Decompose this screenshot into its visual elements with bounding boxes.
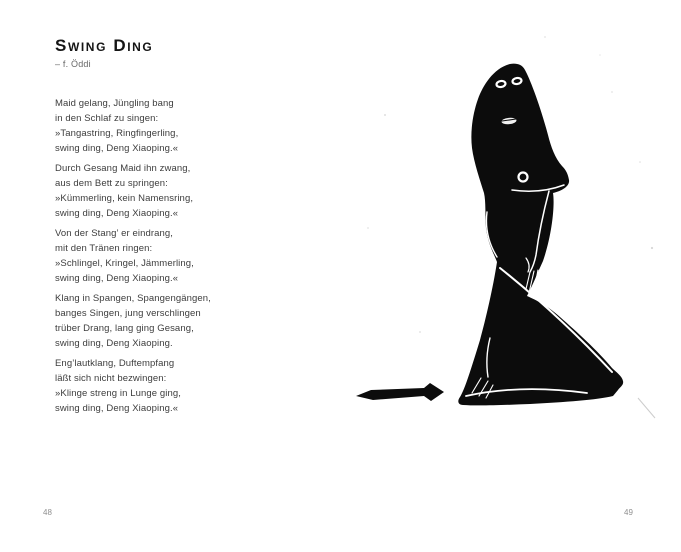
poem-line: Durch Gesang Maid ihn zwang, <box>55 163 191 174</box>
poem-line: läßt sich nicht bezwingen: <box>55 373 167 384</box>
poem-line: trüber Drang, lang ging Gesang, <box>55 323 194 334</box>
poem-line: »Kümmerling, kein Namensring, <box>55 193 194 204</box>
poem-line: »Tangastring, Ringfingerling, <box>55 128 179 139</box>
poem-stanza <box>55 291 285 351</box>
poem-line: swing ding, Deng Xiaoping.« <box>55 273 179 284</box>
page-left <box>0 0 340 552</box>
poem-line: aus dem Bett zu springen: <box>55 178 168 189</box>
poem-stanza <box>55 226 285 286</box>
poem-line: Maid gelang, Jüngling bang <box>55 98 174 109</box>
poem-line: swing ding, Deng Xiaoping.« <box>55 208 179 219</box>
poem-line: mit den Tränen ringen: <box>55 243 153 254</box>
scratch-mark <box>638 398 655 418</box>
page-number-left: 48 <box>43 508 52 517</box>
poem-line: swing ding, Deng Xiaoping.« <box>55 403 179 414</box>
figure-silhouette <box>458 64 623 406</box>
poem-line: in den Schlaf zu singen: <box>55 113 159 124</box>
poem-attribution: – f. Öddi <box>55 59 91 69</box>
poem-title: Swing Ding <box>55 36 154 55</box>
poem-line: Eng’lautklang, Duftempfang <box>55 358 175 369</box>
poem-line: banges Singen, jung verschlingen <box>55 308 201 319</box>
page-right <box>340 0 681 552</box>
poem <box>55 96 285 421</box>
page-number-right: 49 <box>624 508 633 517</box>
poem-stanza <box>55 161 285 221</box>
poem-line: Von der Stang’ er eindrang, <box>55 228 174 239</box>
poem-line: swing ding, Deng Xiaoping. <box>55 338 173 349</box>
kneeling-figure-illustration <box>340 30 681 430</box>
stick-object <box>356 383 444 401</box>
poem-line: »Klinge streng in Lunge ging, <box>55 388 181 399</box>
poem-line: swing ding, Deng Xiaoping.« <box>55 143 179 154</box>
poem-stanza <box>55 96 285 156</box>
poem-line: »Schlingel, Kringel, Jämmerling, <box>55 258 194 269</box>
poem-line: Klang in Spangen, Spangengängen, <box>55 293 211 304</box>
poem-stanza <box>55 356 285 416</box>
